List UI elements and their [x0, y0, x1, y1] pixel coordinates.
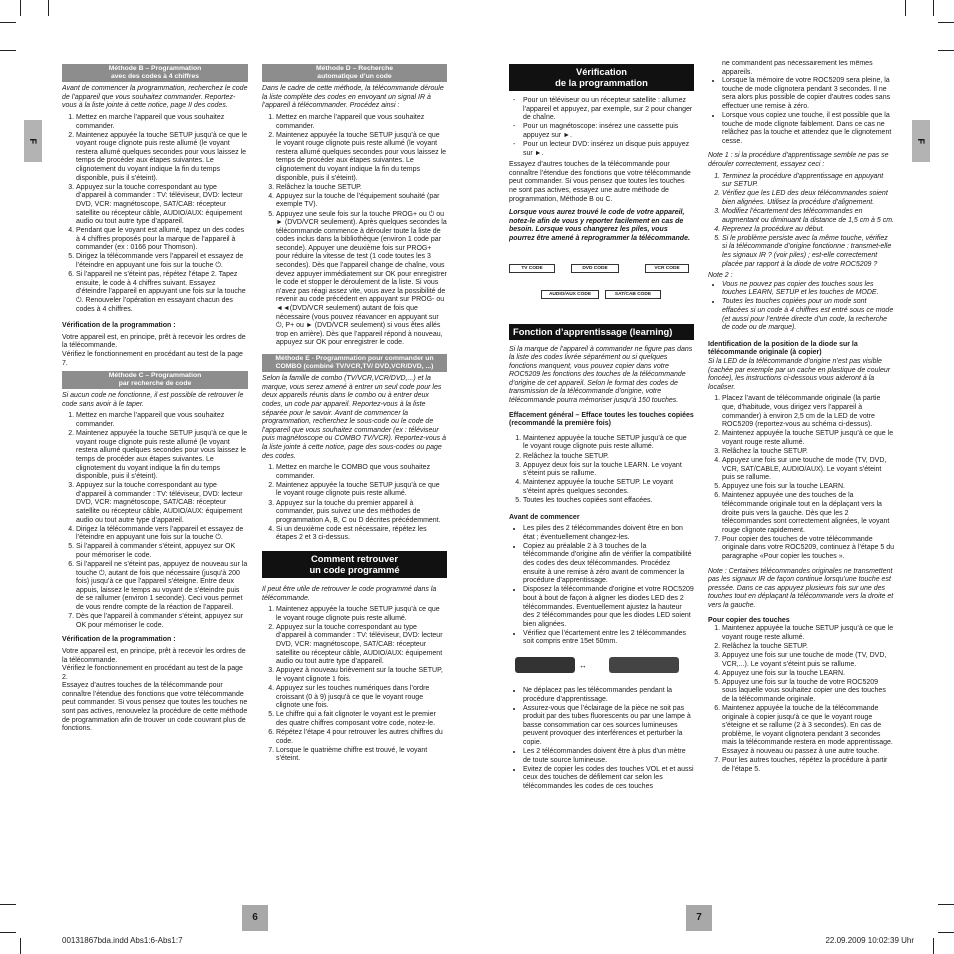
- section-header-verification: Vérification de la programmation: [509, 64, 694, 91]
- page-number-right: 7: [686, 905, 712, 931]
- list-item: 3. Relâchez la touche SETUP.: [276, 184, 447, 193]
- bullet-list: [509, 97, 694, 158]
- list-item: • Les 2 télécommandes doivent être à plus d’un mètre de toute source lumineuse.: [523, 748, 694, 765]
- language-tab-left: F: [24, 120, 42, 162]
- dvd-code-key: DVD CODE: [571, 264, 619, 273]
- section-header-learning: Fonction d’apprentissage (learning): [509, 324, 694, 340]
- crop-mark: [933, 0, 934, 16]
- list-item: 1. Mettez en marche l’appareil que vous souhaitez commander.: [76, 412, 248, 429]
- subheading: Identification de la position de la diode sur la télécommande originale (à copier): [708, 340, 858, 357]
- bullet-list: [708, 77, 894, 146]
- tv-code-key: TV CODE: [509, 264, 555, 273]
- list-item: 2. Relâchez la touche SETUP.: [523, 453, 694, 462]
- paragraph: Si la LED de la télécommande d’origine n’est pas visible (cachée par exemple par un cache en plastique de couleur foncée), les instructions ci-dessous vous aideront à la localiser.: [708, 358, 891, 391]
- paragraph: Vérifiez le fonctionnement en procédant au test de la page 7.: [62, 350, 243, 367]
- column-4: [708, 60, 894, 777]
- crop-mark: [938, 904, 954, 905]
- steps-list: [262, 114, 447, 348]
- steps-list: [62, 412, 248, 630]
- bullet-list: [509, 687, 694, 792]
- paragraph: Vérifiez le fonctionnement en procédant au test de la page 2.: [62, 665, 243, 681]
- crop-mark: [938, 50, 954, 51]
- list-item: 6. Maintenez appuyée une des touches de la télécommande originale tout en la déplaçant vers la droite puis vers la gauche. Dès que les 2 télécommandes sont correctement alignées, le voyant rouge clignote rapidement.: [722, 492, 894, 535]
- list-item: 2. Vérifiez que les LED des deux télécommandes soient bien alignées. Utilisez la procédure d’alignement.: [722, 190, 894, 207]
- subheading: Effacement général – Efface toutes les touches copiées (recommandé la première fois): [509, 411, 694, 428]
- warning-note: Lorsque vous aurez trouvé le code de votre appareil, notez-le afin de vous y reporter facilement en cas de besoin. Lorsque vous changerez les piles, vous pourrez être amené à reprogrammer la télécommande.: [509, 209, 690, 242]
- list-item: 1. Terminez la procédure d’apprentissage en appuyant sur SETUP.: [722, 173, 894, 190]
- page-number-left: 6: [242, 905, 268, 931]
- column-2: [262, 64, 447, 767]
- list-item: 2. Maintenez appuyée la touche SETUP jusqu’à ce que le voyant rouge clignote puis reste allumé (le voyant restera allumé quelques secondes pour vous laissez le temps de procéder aux étapes suivantes. Le clignotement du voyant indique la fin du temps disponible, puis il s’éteint).: [76, 430, 248, 482]
- list-item: 3. Appuyez sur la touche correspondant au type d’appareil à commander : TV: téléviseur, DVD: lecteur DVD, VCR: magnétoscope, SAT/CAB: récepteur satellite ou récepteur câble, AUDIO/AUX: équipement audio ou tout autre type d’appareil.: [76, 184, 248, 227]
- list-item: 1. Placez l’avant de télécommande originale (la partie que, d’habitude, vous dirigez vers l’appareil à commander) à environ 2,5 cm de la LED de votre ROC5209 (reportez-vous au schéma ci-dessus).: [722, 395, 894, 429]
- list-item: 1. Mettez en marche l’appareil que vous souhaitez commander.: [276, 114, 447, 131]
- subheading: Pour copier des touches: [708, 616, 790, 624]
- list-item: • Vérifiez que l’écartement entre les 2 télécommandes soit compris entre 15et 50mm.: [523, 630, 694, 647]
- list-item: 4. Pendant que le voyant est allumé, tapez un des codes à 4 chiffres proposés pour la marque de l’appareil à commander (ex : 0166 pour Thomson).: [76, 227, 248, 253]
- list-item: 3. Appuyez sur la touche du premier appareil à commander, puis suivez une des méthodes de programmation A, B, C ou D décrites précédemment.: [276, 500, 447, 526]
- list-item: 3. Appuyez une fois sur une touche de mode (TV, DVD, VCR,...). Le voyant s’éteint puis se rallume.: [722, 652, 894, 669]
- list-item: 5. Le chiffre qui a fait clignoter le voyant est le premier des quatre chiffres composant votre code, notez-le.: [276, 711, 447, 728]
- list-item: 2. Relâchez la touche SETUP.: [722, 643, 894, 652]
- list-item: • Lorsque la mémoire de votre ROC5209 sera pleine, la touche de mode clignotera pendant 3 secondes. Il ne sera alors plus possible de copier d’autres codes sans effectuer une remise à zéro.: [722, 77, 894, 111]
- list-item: - Pour un magnétoscope: insérez une cassette puis appuyez sur ►.: [523, 123, 694, 140]
- steps-list: [62, 114, 248, 314]
- crop-mark: [0, 22, 16, 23]
- paragraph: Votre appareil est, en principe, prêt à recevoir les ordres de la télécommande.: [62, 333, 246, 350]
- section-header-method-e: Méthode E - Programmation pour commander un COMBO (combiné TV/VCR,TV/ DVD,VCR/DVD, ...): [262, 354, 447, 372]
- list-item: 6. Maintenez appuyée la touche de la télécommande originale à copier jusqu’à ce que le voyant rouge s’éteigne et se rallume (2 à 3 secondes). En cas de problème, le voyant clignotera pendant 3 secondes mais la télécommande restera en mode apprentissage. Essayez à nouveau ou passez à une autre touche.: [722, 705, 894, 757]
- list-item: 1. Maintenez appuyée la touche SETUP jusqu’à ce que le voyant rouge reste allumé.: [722, 625, 894, 642]
- list-item: • Vous ne pouvez pas copier des touches sous les touches LEARN, SETUP et les touches de MODE.: [722, 281, 894, 298]
- list-item: • Copiez au préalable 2 à 3 touches de la télécommande d’origine afin de vérifier la compatibilité des codes des deux télécommandes. Procédez ensuite à une remise à zéro avant de commencer la procédure d’apprentissage.: [523, 543, 694, 586]
- list-item: 1. Mettez en marche le COMBO que vous souhaitez commander.: [276, 464, 447, 481]
- roc5209-remote-icon: [609, 657, 679, 673]
- subheading: Vérification de la programmation :: [62, 636, 176, 644]
- bullet-list: [509, 525, 694, 647]
- vcr-code-key: VCR CODE: [645, 264, 689, 273]
- crop-mark: [20, 938, 21, 954]
- list-item: • Les piles des 2 télécommandes doivent être en bon état ; éventuellement changez-les.: [523, 525, 694, 542]
- list-item: 2. Maintenez appuyée la touche SETUP jusqu’à ce que le voyant rouge clignote puis reste allumé (le voyant restera allumé quelques secondes pour vous laissez le temps de procéder aux étapes suivantes. Le clignotement du voyant indique la fin du temps disponible, puis il s’éteint).: [76, 132, 248, 184]
- list-item: 6. Répétez l’étape 4 pour retrouver les autres chiffres du code.: [276, 729, 447, 746]
- note: Note : Certaines télécommandes originales ne transmettent pas les signaux IR de façon continue lorsqu’une touche est pressée. Dans ce cas appuyez plusieurs fois sur une des touches tout en déplaçant la télécommande vers la droite et vers la gauche.: [708, 567, 894, 610]
- list-item: - Pour un téléviseur ou un récepteur satellite : allumez l’appareil et appuyez, par exemple, sur 2 pour changer de chaîne.: [523, 97, 694, 123]
- crop-mark: [938, 932, 954, 933]
- steps-list: [708, 173, 894, 270]
- section-header-method-d: Méthode D – Recherche automatique d’un code: [262, 64, 447, 82]
- section-header-method-b: Méthode B – Programmation avec des codes à 4 chiffres: [62, 64, 248, 82]
- list-item: • Disposez la télécommande d’origine et votre ROC5209 bout à bout de façon à aligner les diodes LED des 2 télécommandes. Eventuellement ajustez la hauteur des 2 télécommandes pour que les diodes LED soient bien alignées.: [523, 586, 694, 629]
- list-item: 2. Maintenez appuyée la touche SETUP jusqu’à ce que le voyant rouge reste allumé.: [722, 430, 894, 447]
- list-item: - Pour un lecteur DVD: insérez un disque puis appuyez sur ►.: [523, 141, 694, 158]
- steps-list: [708, 625, 894, 774]
- footer-file-info: 00131867bda.indd Abs1:6-Abs1:7: [62, 936, 183, 945]
- list-item: 1. Mettez en marche l’appareil que vous souhaitez commander.: [76, 114, 248, 131]
- list-item: 3. Appuyez deux fois sur la touche LEARN. Le voyant s’éteint puis se rallume.: [523, 462, 694, 479]
- section-header-retrieve-code: Comment retrouver un code programmé: [262, 551, 447, 578]
- list-item: 1. Maintenez appuyée la touche SETUP jusqu’à ce que le voyant rouge clignote puis reste allumé.: [276, 606, 447, 623]
- list-item: 1. Maintenez appuyée la touche SETUP jusqu’à ce que le voyant rouge clignote puis reste allumé.: [523, 435, 694, 452]
- list-item: • Toutes les touches copiées pour un mode sont effacées si un code à 4 chiffres est entré sous ce mode (et aussi pour l’entrée directe d’un code, la recherche de code ou de marque).: [722, 298, 894, 332]
- steps-list: [262, 606, 447, 764]
- paragraph: Essayez d’autres touches de la télécommande pour connaître l’étendue des fonctions que votre télécommande peut commander. Si vous pensez que toutes les touches ne sont pas actives, essayez une autre méthode de programmation, Méthode B ou C.: [509, 161, 691, 203]
- original-remote-icon: [515, 657, 575, 673]
- list-item: 4. Dirigez la télécommande vers l’appareil et essayez de l’éteindre en appuyant une fois sur la touche ⏻.: [76, 526, 248, 543]
- crop-mark: [0, 50, 16, 51]
- paragraph: Si aucun code ne fonctionne, il est possible de retrouver le code sans avoir à le taper.: [62, 392, 244, 408]
- steps-list: [708, 395, 894, 561]
- list-item: 5. Toutes les touches copiées sont effacées.: [523, 497, 694, 506]
- list-item: 4. Appuyez une fois sur une touche de mode (TV, DVD, VCR, SAT/CABLE, AUDIO/AUX). Le voyant s’éteint puis se rallume.: [722, 457, 894, 483]
- list-item: 4. Si un deuxième code est nécessaire, répétez les étapes 2 et 3 ci-dessus.: [276, 526, 447, 543]
- paragraph: Il peut être utile de retrouver le code programmé dans la télécommande.: [262, 585, 437, 602]
- note-heading: Note 2 :: [708, 272, 733, 280]
- note-heading: Note 1 : si la procédure d’apprentissage semble ne pas se dérouler correctement, essayez ceci :: [708, 152, 889, 169]
- crop-mark: [0, 932, 16, 933]
- list-item: 2. Maintenez appuyée la touche SETUP jusqu’à ce que le voyant rouge clignote puis reste allumé (le voyant restera allumé quelques secondes pour vous laissez le temps de procéder aux étapes suivantes. Le clignotement du voyant indique la fin du temps disponible, puis il s’éteint).: [276, 132, 447, 184]
- subheading: Vérification de la programmation :: [62, 322, 176, 330]
- paragraph: Avant de commencer la programmation, recherchez le code de l’appareil que vous souhaitez commander. Reportez-vous à la liste jointe à cette notice, page II des codes.: [62, 85, 248, 110]
- sat-cab-code-key: SAT/CAB CODE: [605, 290, 661, 299]
- list-item: 7. Lorsque le quatrième chiffre est trouvé, le voyant s’éteint.: [276, 747, 447, 764]
- list-item: 3. Appuyez sur la touche correspondant au type d’appareil à commander : TV: téléviseur, DVD: lecteur DVD, VCR: magnétoscope, SAT/CAB: récepteur satellite ou récepteur câble, AUDIO/AUX: équipement audio ou tout autre type d’appareil.: [76, 482, 248, 525]
- footer-timestamp: 22.09.2009 10:02:39 Uhr: [825, 936, 914, 945]
- paragraph: ne commandent pas nécessairement les mêmes appareils.: [722, 60, 873, 76]
- crop-mark: [905, 0, 906, 16]
- code-keys-diagram: [509, 264, 694, 314]
- list-item: 5. Si le problème persiste avec la même touche, vérifiez si la télécommande d’origine fonctionne : transmet-elle les signaux IR ? (voir piles) ; est-elle correctement placée par rapport à la diode de votre ROC5209 ?: [722, 235, 894, 269]
- list-item: 3. Relâchez la touche SETUP.: [722, 448, 894, 457]
- steps-list: [509, 435, 694, 506]
- paragraph: Si la marque de l’appareil à commander ne figure pas dans la liste des codes livrée séparément ou si quelques fonctions manquent, vous pouvez copier dans votre ROC5209 les fonctions des touches de la télécommande d’origine de cet appareil. Selon le format des codes de transmission de la télécommande d’origine, votre télécommande pourra mémoriser jusqu’à 150 touches.: [509, 345, 693, 405]
- crop-mark: [933, 938, 934, 954]
- list-item: • Ne déplacez pas les télécommandes pendant la procédure d’apprentissage.: [523, 687, 694, 704]
- list-item: 4. Maintenez appuyée la touche SETUP. Le voyant s’éteint après quelques secondes.: [523, 479, 694, 496]
- list-item: 2. Maintenez appuyée la touche SETUP jusqu’à ce que le voyant rouge clignote puis reste allumé.: [276, 482, 447, 499]
- column-1: [62, 64, 248, 734]
- list-item: • Lorsque vous copiez une touche, il est possible que la touche de mode clignote faiblement. Dans ce cas ne relâchez pas la touche et attendez que le clignotement cesse.: [722, 112, 894, 146]
- list-item: 4. Appuyez une fois sur la touche LEARN.: [722, 670, 894, 679]
- audio-aux-code-key: AUDIO/AUX CODE: [541, 290, 599, 299]
- list-item: 5. Appuyez une fois sur la touche LEARN.: [722, 483, 894, 492]
- list-item: 4. Appuyez sur la touche de l’équipement souhaité (par exemple TV).: [276, 193, 447, 210]
- bullet-list: [708, 281, 894, 333]
- list-item: 2. Appuyez sur la touche correspondant au type d’appareil à commander : TV: téléviseur, DVD: lecteur DVD, VCR: magnétoscope, SAT/CAB: récepteur satellite ou récepteur câble, AUDIO/AUX: équipement audio ou tout autre type d’appareil.: [276, 624, 447, 667]
- arrow-icon: ↔: [579, 661, 587, 670]
- subheading: Avant de commencer: [509, 513, 580, 521]
- list-item: 5. Si l’appareil à commander s’éteint, appuyez sur OK pour mémoriser le code.: [76, 543, 248, 560]
- paragraph: Votre appareil est, en principe, prêt à recevoir les ordres de la télécommande.: [62, 647, 246, 664]
- crop-mark: [20, 0, 21, 16]
- list-item: 5. Appuyez une seule fois sur la touche PROG+ ou ⏻ ou ► (DVD/VCR seulement). Après quelques secondes la télécommande commence à dérouler toute la liste de codes inclus dans la bibliothèque (environ 1 code par seconde). Appuyer une deuxième fois sur PROG+ pour réduire la vitesse de test (1 code toutes les 3 secondes). Dès que l’appareil change de chaîne, vous devez appuyer immédiatement sur OK pour enregistrer le code et stopper le déroulement de la liste. Si vous n’avez pas réagi assez vite, vous avez la possibilité de revenir au code précédent en appuyant sur PROG- ou ◄◄(DVD/VCR seulement) autant de fois que nécessaire (vous pouvez réavancer en appuyant sur ⏻, P+ ou ► (DVD/VCR seulement) si vous êtes allés trop en arrière). Dès que l’appareil répond à nouveau, appuyez sur OK pour enregistrer le code.: [276, 211, 447, 349]
- list-item: 5. Appuyez une fois sur la touche de votre ROC5209 sous laquelle vous souhaitez copier une des touches de la télécommande originale.: [722, 679, 894, 705]
- list-item: 7. Pour les autres touches, répétez la procédure à partir de l’étape 5.: [722, 757, 894, 774]
- crop-mark: [48, 0, 49, 16]
- paragraph: Essayez d’autres touches de la télécommande pour connaître l’étendue des fonctions que votre télécommande peut commander. Si vous pensez que toutes les touches ne sont pas actives, renouvelez la procédure de cette méthode de programmation afin de trouver un code couvrant plus de fonctions.: [62, 682, 248, 733]
- list-item: 3. Modifiez l’écartement des télécommandes en augmentant ou diminuant la distance de 1,5 cm à 5 cm.: [722, 208, 894, 225]
- list-item: 4. Appuyez sur les touches numériques dans l’ordre croissant (0 à 9) jusqu’à ce que le voyant rouge clignote une fois.: [276, 685, 447, 711]
- crop-mark: [0, 904, 16, 905]
- list-item: 3. Appuyez à nouveau brièvement sur la touche SETUP, le voyant clignote 1 fois.: [276, 667, 447, 684]
- list-item: 6. Si l’appareil ne s’éteint pas, appuyez de nouveau sur la touche ⏻, autant de fois que nécessaire (jusqu’à 200 fois) jusqu’à ce que l’appareil s’éteigne. Entre deux appuis, laissez le temps au voyant de s’éteindre puis de se rallumer (environ 1 seconde). Ceci vous permet de vous rendre compte de la réaction de l’appareil.: [76, 561, 248, 613]
- list-item: 4. Reprenez la procédure au début.: [722, 226, 894, 235]
- paragraph: Dans le cadre de cette méthode, la télécommande déroule la liste complète des codes en envoyant un signal IR à l’appareil à télécommander. Procédez ainsi :: [262, 85, 444, 110]
- list-item: 6. Si l’appareil ne s’éteint pas, répétez l’étape 2. Tapez ensuite, le code à 4 chiffres suivant. Essayez d’éteindre l’appareil en appuyant une fois sur la touche ⏻. Renouveler l’opération en essayant chacun des codes à 4 chiffres.: [76, 271, 248, 314]
- steps-list: [262, 464, 447, 543]
- list-item: 5. Dirigez la télécommande vers l’appareil et essayez de l’éteindre en appuyant une fois sur la touche ⏻.: [76, 253, 248, 270]
- list-item: 7. Dès que l’appareil à commander s’éteint, appuyez sur OK pour mémoriser le code.: [76, 613, 248, 630]
- column-3: [509, 64, 694, 795]
- remote-alignment-illustration: [509, 651, 694, 681]
- list-item: 7. Pour copier des touches de votre télécommande originale dans votre ROC5209, continuez à l’étape 5 du paragraphe «Pour copier les touches ».: [722, 536, 894, 562]
- list-item: • Evitez de copier les codes des touches VOL et et aussi ceux des touches de défilement car selon les télécommandes les codes de ces touches: [523, 766, 694, 792]
- list-item: • Assurez-vous que l’éclairage de la pièce ne soit pas produit par des tubes fluorescents ou par une lampe à basse consommation car ces sources lumineuses peuvent provoquer des interférences et perturber la copie.: [523, 705, 694, 748]
- paragraph: Selon la famille de combo (TV/VCR,VCR/DVD,...) et la marque, vous serez amené à entrer un seul code pour les deux appareils réunis dans le combo ou à entrer deux codes, un code par appareil. Reportez-vous à la liste séparée pour le savoir. Avant de commencer la programmation, recherchez le sous-code ou le code de l’appareil que vous souhaitez commander (ex : téléviseur puis magnétoscope ou COMBO TV/VCR). Reportez-vous à la liste jointe à cette notice, page des sous-codes ou page des codes.: [262, 375, 447, 460]
- language-tab-right: F: [912, 120, 930, 162]
- crop-mark: [938, 22, 954, 23]
- section-header-method-c: Méthode C – Programmation par recherche de code: [62, 371, 248, 389]
